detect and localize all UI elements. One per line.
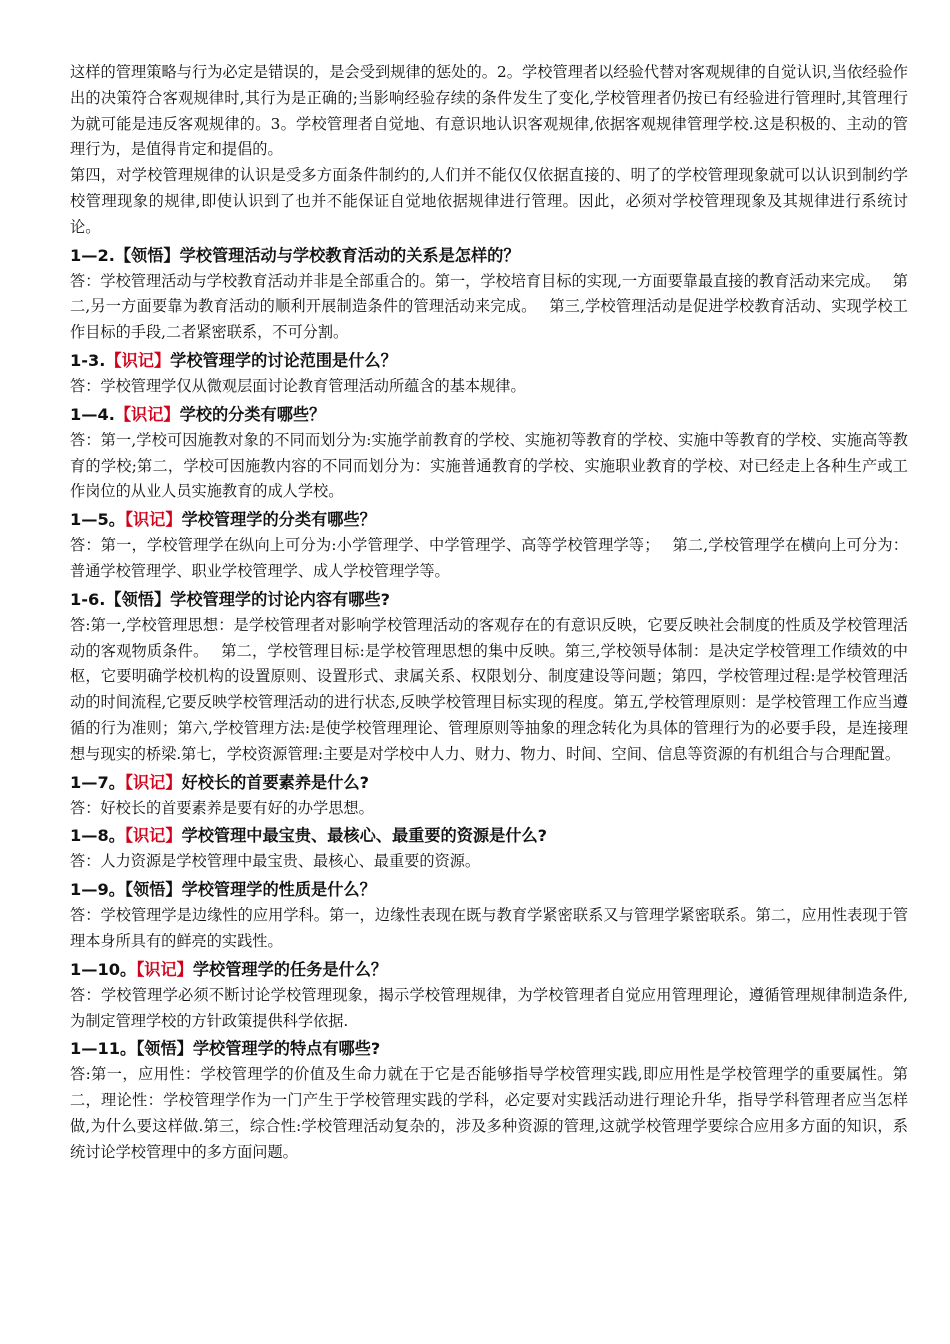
question-text: 学校管理活动与学校教育活动的关系是怎样的？ (179, 245, 520, 265)
question-text: 学校管理中最宝贵、最核心、最重要的资源是什么? (181, 826, 548, 846)
intro-section (70, 60, 908, 241)
question-number: 1—8。 (70, 826, 125, 846)
question-heading (70, 347, 908, 374)
qa-item (70, 347, 908, 400)
qa-list (70, 242, 908, 1166)
question-text: 学校管理学的讨论范围是什么？ (170, 350, 397, 370)
question-number: 1—7。 (70, 772, 125, 792)
answer-text: 答：第一，学校管理学在纵向上可分为:小学管理学、中学管理学、高等学校管理学等； 第二,学校管理学在横向上可分为：普通学校管理学、职业学校管理学、成人学校管理学等。 (70, 536, 908, 580)
answer-text: 答：学校管理活动与学校教育活动并非是全部重合的。第一，学校培育目标的实现,一方面要靠最直接的教育活动来完成。 第二,另一方面要靠为教育活动的顺利开展制造条件的管理活动来完成。 第三,学校管理活动是促进学校教育活动、实现学校工作目标的手段,二者紧密联系，不可分割。 (70, 271, 908, 342)
question-text: 学校管理学的分类有哪些？ (181, 510, 376, 530)
answer-text: 答：学校管理学必须不断讨论学校管理现象，揭示学校管理规律，为学校管理者自觉应用管理理论，遵循管理规律制造条件,为制定管理学校的方针政策提供科学依据. (70, 985, 908, 1030)
question-number: 1—5。 (70, 510, 125, 530)
question-number: 1—11。 (70, 1039, 137, 1059)
question-text: 学校管理学的性质是什么？ (181, 880, 376, 900)
question-heading (70, 769, 908, 796)
answer-text: 答：学校管理学是边缘性的应用学科。第一，边缘性表现在既与教育学紧密联系又与管理学紧密联系。第二，应用性表现于管理本身所具有的鲜亮的实践性。 (70, 906, 908, 950)
question-number: 1—9。 (70, 880, 125, 900)
answer-text: 答:第一，应用性：学校管理学的价值及生命力就在于它是否能够指导学校管理实践,即应用性是学校管理学的重要属性。第二，理论性：学校管理学作为一门产生于学校管理实践的学科，必定要对实践活动进行理论升华，指导学科管理者应当怎样做,为什么要这样做.第三，综合性:学校管理活动复杂的，涉及多种资源的管理,这就学校管理学要综合应用多方面的知识，系统讨论学校管理中的多方面问题。 (70, 1065, 908, 1161)
intro-paragraph-1: 这样的管理策略与行为必定是错误的，是会受到规律的惩处的。2。学校管理者以经验代替对客观规律的自觉认识,当依经验作出的决策符合客观规律时,其行为是正确的;当影响经验存续的条件发生了变化,学校管理者仍按已有经验进行管理时,其管理行为就可能是违反客观规律的。3。学校管理者自觉地、有意识地认识客观规律,依据客观规律管理学校.这是积极的、主动的管理行为，是值得肯定和提倡的。 (70, 63, 908, 159)
question-number: 1—4. (70, 404, 115, 424)
question-tag: 【识记】 (124, 772, 182, 792)
question-tag: 【识记】 (124, 510, 182, 530)
intro-paragraph-2: 第四，对学校管理规律的认识是受多方面条件制约的,人们并不能仅仅依据直接的、明了的学校管理现象就可以认识到制约学校管理现象的规律,即使认识到了也并不能保证自觉地依据规律进行管理。因此，必须对学校管理现象及其规律进行系统讨论。 (70, 166, 908, 236)
qa-item (70, 242, 908, 346)
answer-text: 答:第一,学校管理思想：是学校管理者对影响学校管理活动的客观存在的有意识反映，它要反映社会制度的性质及学校管理活动的客观物质条件。 第二，学校管理目标:是学校管理思想的集中反映。第三,学校领导体制：是决定学校管理工作绩效的中枢，它要明确学校机构的设置原则、设置形式、隶属关系、权限划分、制度建设等问题；第四，学校管理过程:是学校管理活动的时间流程,它要反映学校管理活动的进行状态,反映学校管理目标实现的程度。第五,学校管理原则：是学校管理工作应当遵循的行为准则；第六,学校管理方法:是使学校管理理论、管理原则等抽象的理念转化为具体的管理行为的必要手段，是连接理想与现实的桥梁.第七，学校资源管理:主要是对学校中人力、财力、物力、时间、空间、信息等资源的有机组合与合理配置。 (70, 615, 908, 763)
question-number: 1—2. (70, 245, 115, 265)
question-number: 1-6. (70, 589, 106, 609)
qa-item (70, 401, 908, 505)
qa-item (70, 956, 908, 1035)
question-tag: 【领悟】 (105, 589, 171, 609)
question-tag: 【识记】 (114, 404, 180, 424)
qa-item (70, 506, 908, 585)
question-heading (70, 956, 908, 983)
question-tag: 【识记】 (105, 350, 171, 370)
qa-item (70, 586, 908, 768)
answer-text: 答：人力资源是学校管理中最宝贵、最核心、最重要的资源。 (70, 852, 481, 871)
question-heading (70, 876, 908, 903)
question-tag: 【识记】 (136, 959, 193, 979)
qa-item (70, 769, 908, 822)
question-heading (70, 401, 908, 428)
question-tag: 【识记】 (124, 826, 182, 846)
qa-item (70, 1035, 908, 1165)
question-text: 学校管理学的讨论内容有哪些? (170, 589, 390, 609)
answer-text: 答：第一,学校可因施教对象的不同而划分为:实施学前教育的学校、实施初等教育的学校、实施中等教育的学校、实施高等教育的学校;第二，学校可因施教内容的不同而划分为：实施普通教育的学校、实施职业教育的学校、对已经走上各种生产或工作岗位的从业人员实施教育的成人学校。 (70, 430, 908, 501)
qa-item (70, 822, 908, 875)
qa-item (70, 876, 908, 955)
question-text: 学校管理学的特点有哪些? (192, 1039, 381, 1059)
question-number: 1—10。 (70, 959, 137, 979)
question-text: 好校长的首要素养是什么? (181, 772, 370, 792)
question-heading (70, 506, 908, 533)
question-heading (70, 822, 908, 849)
answer-text: 答：好校长的首要素养是要有好的办学思想。 (70, 798, 374, 817)
question-text: 学校的分类有哪些？ (179, 404, 326, 424)
question-heading (70, 242, 908, 269)
question-number: 1-3. (70, 350, 106, 370)
question-heading (70, 1035, 908, 1062)
question-tag: 【领悟】 (114, 245, 180, 265)
question-tag: 【领悟】 (136, 1039, 193, 1059)
question-text: 学校管理学的任务是什么？ (192, 959, 388, 979)
question-heading (70, 586, 908, 613)
answer-text: 答：学校管理学仅从微观层面讨论教育管理活动所蕴含的基本规律。 (70, 376, 526, 395)
question-tag: 【领悟】 (124, 880, 182, 900)
